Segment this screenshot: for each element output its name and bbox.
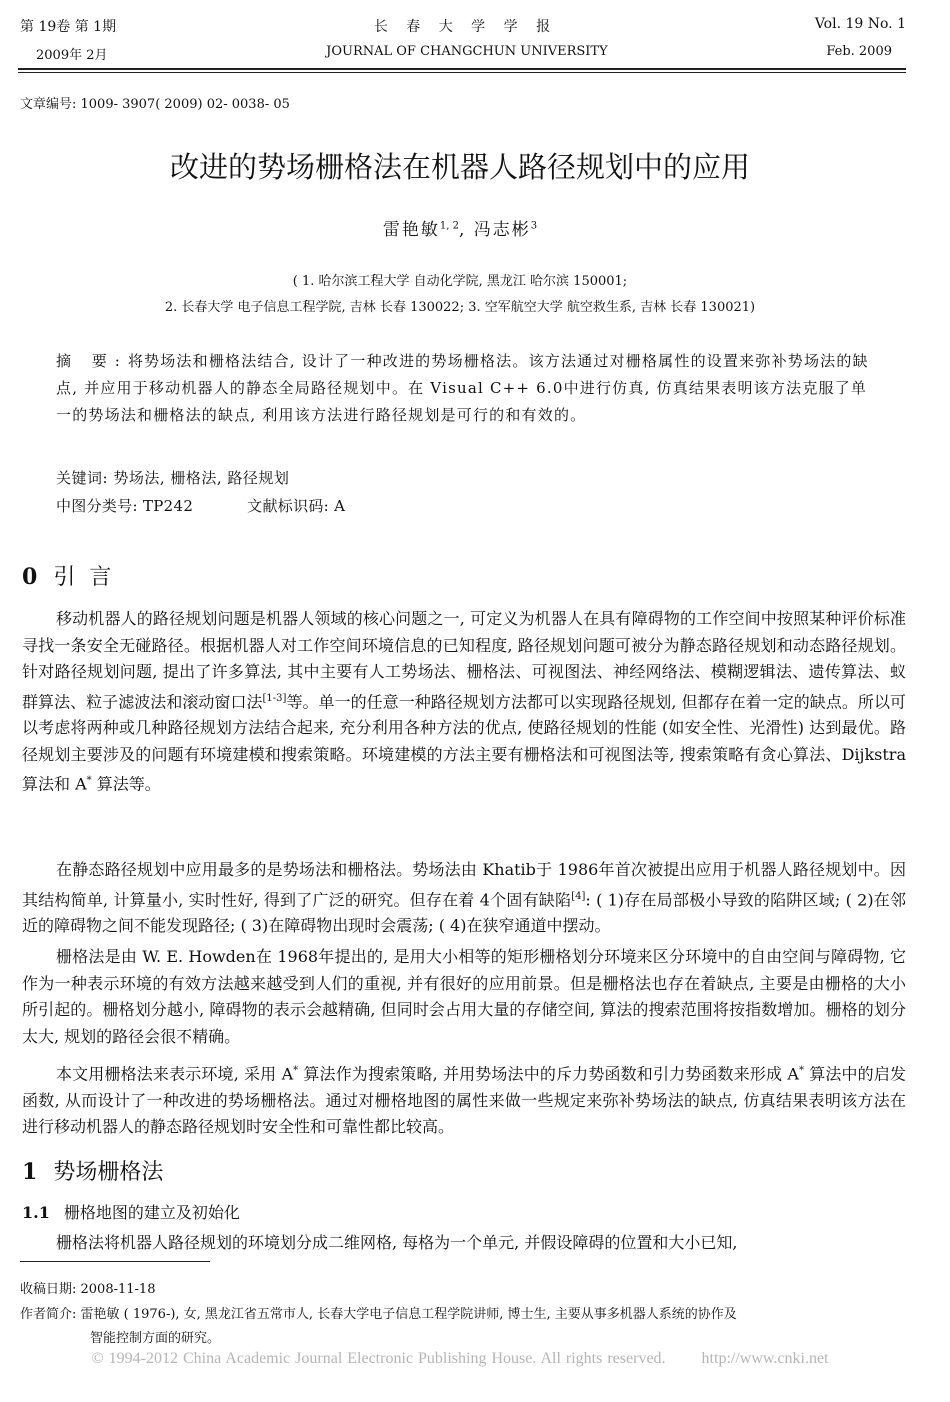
paragraph-text: 等。单一的任意一种路径规划方法都可以实现路径规划, 但都存在着一定的缺点。所以可以考虑将两种或几种路径规划方法结合起来, 充分利用各种方法的优点, 使路径规划的性能 (如安全性、光滑性) 达到最优。路径规划主要涉及的问题有环境建模和搜索策略。环境建模的方法主要有栅格法和可视图法等, 搜索策略有贪心算法、Dijkstra算法和 A (22, 691, 906, 794)
copyright-watermark (0, 1350, 920, 1368)
section-title: 引言 (53, 565, 126, 590)
header-rule-thick (18, 68, 906, 70)
author-name: 雷艳敏 (382, 220, 440, 240)
clc-value: TP242 (142, 497, 194, 515)
section-heading-intro (22, 560, 125, 591)
paragraph-text: 算法作为搜索策略, 并用势场法中的斥力势函数和引力势函数来形成 A (298, 1064, 799, 1084)
citation: [4] (571, 890, 586, 902)
journal-date-en: Feb. 2009 (826, 44, 892, 59)
journal-name-en: JOURNAL OF CHANGCHUN UNIVERSITY (326, 44, 608, 59)
paragraph-text: 算法中的启发函数, 从而设计了一种改进的势场栅格法。通过对栅格地图的属性来做一些规定来弥补势场法的缺点, 仿真结果表明该方法在进行移动机器人的静态路径规划时安全性和可靠性都比较高。 (22, 1064, 906, 1137)
clc-label: 中图分类号: (56, 497, 138, 515)
abstract-text: 将势场法和栅格法结合, 设计了一种改进的势场栅格法。该方法通过对栅格属性的设置来弥补势场法的缺点, 并应用于移动机器人的静态全局路径规划中。在 Visual C++ 6.0中进行仿真, 仿真结果表明该方法克服了单一的势场法和栅格法的缺点, 利用该方法进行路径规划是可行的和有效的。 (56, 352, 869, 424)
bio-label: 作者简介: (20, 1307, 77, 1322)
journal-name-cn: 长 春 大 学 学 报 (373, 19, 558, 35)
author-line (0, 215, 920, 240)
received-date: 收稿日期: 2008-11-18 (20, 1282, 156, 1297)
doc-code-value: A (334, 497, 346, 515)
body-paragraph (22, 857, 906, 940)
classification-codes (56, 493, 876, 520)
bio-text: 雷艳敏 ( 1976-), 女, 黑龙江省五常市人, 长春大学电子信息工程学院讲师, 博士生, 主要从事多机器人系统的协作及 (76, 1307, 737, 1322)
journal-volume-issue-en: Vol. 19 No. 1 (814, 16, 906, 32)
author-affiliation-mark: 1, 2 (439, 220, 459, 232)
section-heading-method (22, 1155, 163, 1186)
paragraph-text: 在静态路径规划中应用最多的是势场法和栅格法。势场法由 Khatib于 1986年首次被提出应用于机器人路径规划中。因其结构简单, 计算量小, 实时性好, 得到了广泛的研究。但存在着 4个固有缺陷 (22, 860, 906, 909)
keywords (56, 465, 876, 492)
a-star-mark: * (293, 1065, 299, 1076)
article-number: 文章编号: 1009- 3907( 2009) 02- 0038- 05 (20, 97, 290, 112)
bio-text: 智能控制方面的研究。 (90, 1331, 221, 1346)
paragraph-text: : ( 1)存在局部极小导致的陷阱区域; ( 2)在邻近的障碍物之间不能发现路径; ( 3)在障碍物出现时会震荡; ( 4)在狭窄通道中摆动。 (22, 889, 906, 936)
a-star-mark: * (798, 1065, 804, 1076)
section-title: 势场栅格法 (53, 1160, 164, 1185)
copyright-text: © 1994-2012 China Academic Journal Electronic Publishing House. All rights reserved. (91, 1350, 666, 1367)
affiliation-line: ( 1. 哈尔滨工程大学 自动化学院, 黑龙江 哈尔滨 150001; (292, 274, 628, 289)
keywords-label: 关键词: (56, 469, 109, 487)
running-header-top (20, 16, 906, 36)
abstract-label: 摘 要: (56, 352, 128, 370)
journal-date-cn: 2009年 2月 (36, 48, 108, 63)
author-separator: , (458, 220, 474, 240)
paper-title: 改进的势场栅格法在机器人路径规划中的应用 (169, 150, 750, 184)
citation: [1-3] (262, 692, 287, 704)
footnote-rule (20, 1261, 210, 1262)
cnki-url: http://www.cnki.net (701, 1350, 829, 1367)
affiliation-line: 2. 长春大学 电子信息工程学院, 吉林 长春 130022; 3. 空军航空大学 航空救生系, 吉林 长春 130021) (164, 300, 756, 315)
paragraph-text: 移动机器人的路径规划问题是机器人领域的核心问题之一, 可定义为机器人在具有障碍物的工作空间中按照某种评价标准寻找一条安全无碰路径。根据机器人对工作空间环境信息的已知程度, 路径规划问题可被分为静态路径规划和动态路径规划。针对路径规划问题, 提出了许多算法, 其中主要有人工势场法、栅格法、可视图法、神经网络法、模糊逻辑法、遗传算法、蚁群算法、粒子滤波法和滚动窗口法 (22, 609, 906, 711)
subsection-number: 1.1 (22, 1203, 50, 1222)
subsection-heading (22, 1200, 240, 1223)
body-paragraph (22, 606, 906, 798)
paragraph-text: 本文用栅格法来表示环境, 采用 A (56, 1064, 294, 1084)
keywords-text: 势场法, 栅格法, 路径规划 (113, 469, 290, 487)
author-name: 冯志彬 (473, 220, 531, 240)
doc-code-label: 文献标识码: (247, 497, 330, 515)
body-paragraph: 栅格法将机器人路径规划的环境划分成二维网格, 每格为一个单元, 并假设障碍的位置和大小已知, (56, 1233, 738, 1252)
body-paragraph (22, 1058, 906, 1141)
body-paragraph: 栅格法是由 W. E. Howden在 1968年提出的, 是用大小相等的矩形栅格划分环境来区分环境中的自由空间与障碍物, 它作为一种表示环境的有效方法越来越受到人们的重视, 并有很好的应用前景。但是栅格法也存在着缺点, 主要是由栅格的大小所引起的。栅格划分越小, 障碍物的表示会越精确, 但同时会占用大量的存储空间, 算法的搜索范围将按指数增加。栅格的划分太大, 规划的路径会很不精确。 (22, 947, 906, 1046)
header-rule-thin (18, 72, 906, 73)
abstract (56, 348, 876, 429)
running-header-bottom (20, 44, 906, 63)
paragraph-text: 算法等。 (91, 774, 161, 794)
section-number: 1 (22, 1159, 38, 1185)
a-star-mark: * (86, 775, 92, 787)
subsection-title: 栅格地图的建立及初始化 (63, 1203, 240, 1222)
section-number: 0 (22, 564, 38, 590)
author-bio (20, 1303, 910, 1351)
journal-volume-issue-cn: 第 19卷 第 1期 (20, 19, 117, 35)
author-affiliation-mark: 3 (530, 220, 538, 232)
